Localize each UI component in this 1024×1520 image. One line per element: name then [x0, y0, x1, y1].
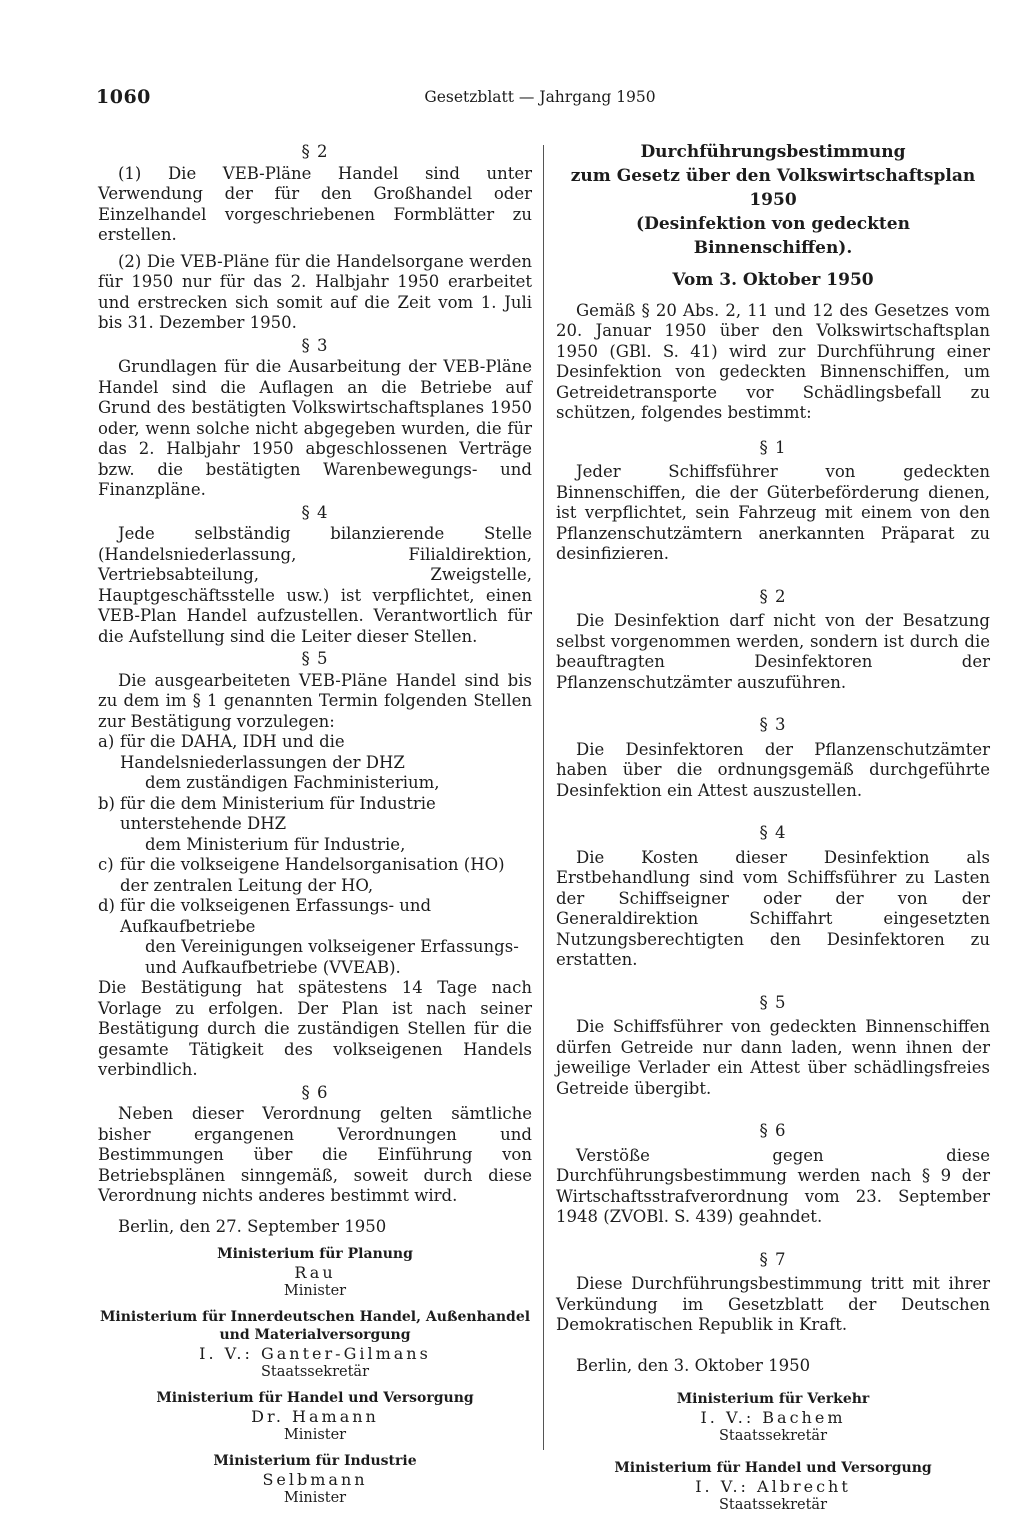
- section-heading: § 4: [301, 502, 329, 522]
- decree-date: Vom 3. Oktober 1950: [672, 270, 874, 290]
- paragraph: Die ausgearbeiteten VEB-Pläne Handel sind bis zu dem im § 1 genannten Termin folgenden Stellen zur Bestätigung vorzulegen:: [98, 670, 532, 731]
- section-heading: § 7: [759, 1249, 787, 1269]
- signatory-name: I. V.: Ganter-Gilmans: [199, 1344, 431, 1363]
- ministry-name: Ministerium für Handel und Versorgung: [614, 1460, 932, 1476]
- list-item-recipient: dem zuständigen Fachministerium,: [145, 773, 440, 792]
- paragraph: Die Desinfektion darf nicht von der Besatzung selbst vorgenommen werden, sondern ist durch die beauftragten Desinfektoren der Pflanzenschutzämter auszuführen.: [556, 611, 990, 692]
- signatory-name: I. V.: Bachem: [700, 1408, 846, 1427]
- signatory-role: Staatssekretär: [260, 1364, 370, 1380]
- paragraph: (1) Die VEB-Pläne Handel sind unter Verwendung der für den Großhandel oder Einzelhandel vorgeschriebenen Formblätter zu erstellen.: [98, 163, 532, 244]
- section-heading: § 4: [759, 823, 787, 842]
- paragraph: Neben dieser Verordnung gelten sämtliche bisher ergangenen Verordnungen und Bestimmungen über die Einführung von Betriebsplänen sinngemäß, soweit durch diese Verordnung nichts anderes bestimmt wird.: [98, 1104, 532, 1205]
- paragraph: (2) Die VEB-Pläne für die Handelsorgane werden für 1950 nur für das 2. Halbjahr 1950 erarbeitet und erstrecken sich somit auf die Zeit vom 1. Juli bis 31. Dezember 1950.: [98, 251, 532, 332]
- submission-list: [98, 732, 532, 978]
- decree-title-line: zum Gesetz über den Volkswirtschaftsplan 1950: [570, 166, 976, 210]
- paragraph: Jede selbständig bilanzierende Stelle (Handelsniederlassung, Filialdirektion, Vertriebsabteilung, Zweigstelle, Hauptgeschäftsstelle usw.) ist verpflichtet, einen VEB-Plan Handel aufzustellen. Verantwortlich für die Aufstellung sind die Leiter dieser Stellen.: [98, 524, 532, 646]
- paragraph: Verstöße gegen diese Durchführungsbestimmung werden nach § 9 der Wirtschaftsstrafverordnung vom 23. September 1948 (ZVOBl. S. 439) geahndet.: [556, 1145, 990, 1226]
- signatory-role: Minister: [283, 1490, 347, 1506]
- right-column: [556, 140, 990, 1514]
- signature-block: [98, 1245, 532, 1507]
- section-heading: § 3: [301, 335, 329, 355]
- left-column: [98, 140, 532, 1507]
- list-item-recipient: den Vereinigungen volkseigener Erfassungs- und Aufkaufbetriebe (VVEAB).: [145, 937, 519, 977]
- place-date: Berlin, den 27. September 1950: [118, 1216, 387, 1236]
- place-date: Berlin, den 3. Oktober 1950: [576, 1355, 811, 1375]
- section-heading: § 6: [301, 1082, 329, 1102]
- section-heading: § 6: [759, 1121, 787, 1140]
- ministry-name: Ministerium für Planung: [217, 1246, 413, 1262]
- section-heading: § 3: [759, 715, 787, 734]
- list-item: [98, 794, 532, 835]
- paragraph: Die Kosten dieser Desinfektion als Erstbehandlung sind vom Schiffsführer zu Lasten der Schiffseigner oder der von der Generaldirektion Schiffahrt eingesetzten Nutzungsberechtigten den Desinfektoren zu erstatten.: [556, 847, 990, 969]
- signature-block: [556, 1390, 990, 1514]
- list-item-text: für die dem Ministerium für Industrie unterstehende DHZ: [120, 793, 436, 833]
- page-header-title: Gesetzblatt — Jahrgang 1950: [424, 88, 656, 106]
- list-marker: c): [98, 855, 114, 874]
- paragraph: Die Desinfektoren der Pflanzenschutzämter haben über die ordnungsgemäß durchgeführte Desinfektion ein Attest auszustellen.: [556, 739, 990, 800]
- section-heading: § 2: [301, 142, 329, 161]
- section-heading: § 5: [301, 649, 329, 668]
- preamble: Gemäß § 20 Abs. 2, 11 und 12 des Gesetzes vom 20. Januar 1950 über den Volkswirtschaftsplan 1950 (GBl. S. 41) wird zur Durchführung einer Desinfektion von gedeckten Binnenschiffen, um Getreidetransporte vor Schädlingsbefall zu schützen, folgendes bestimmt:: [556, 300, 990, 422]
- list-item: [98, 855, 532, 896]
- list-item-recipient: dem Ministerium für Industrie,: [145, 834, 406, 854]
- column-divider: [543, 145, 544, 1450]
- paragraph: Die Schiffsführer von gedeckten Binnenschiffen dürfen Getreide nur dann laden, wenn ihnen der jeweilige Verlader ein Attest über schädlingsfreies Getreide übergibt.: [556, 1017, 990, 1098]
- signatory-name: Dr. Hamann: [251, 1407, 379, 1426]
- decree-title-line: Durchführungsbestimmung: [640, 142, 906, 162]
- list-marker: a): [98, 732, 115, 751]
- list-marker: d): [98, 896, 115, 915]
- decree-title: [556, 140, 990, 260]
- paragraph: Grundlagen für die Ausarbeitung der VEB-Pläne Handel sind die Auflagen an die Betriebe auf Grund des bestätigten Volkswirtschaftsplanes 1950 oder, wenn solche nicht abgegeben wurden, die für das 2. Halbjahr 1950 abgeschlossenen Verträge bzw. die bestätigten Warenbewegungs- und Finanzpläne.: [98, 357, 532, 499]
- decree-title-line: (Desinfektion von gedeckten Binnenschiffen).: [636, 214, 910, 258]
- signatory-role: Minister: [283, 1427, 347, 1443]
- section-heading: § 5: [759, 992, 787, 1012]
- list-item: [98, 732, 532, 773]
- list-item-text: für die volkseigenen Erfassungs- und Aufkaufbetriebe: [120, 896, 432, 936]
- signatory-role: Staatssekretär: [718, 1428, 828, 1444]
- ministry-name: Ministerium für Verkehr: [676, 1391, 870, 1407]
- ministry-name: Ministerium für Handel und Versorgung: [156, 1390, 474, 1406]
- paragraph: Die Bestätigung hat spätestens 14 Tage nach Vorlage zu erfolgen. Der Plan ist nach seiner Bestätigung durch die zuständigen Stellen für die gesamte Tätigkeit des volkseigenen Handels verbindlich.: [98, 978, 532, 1079]
- section-heading: § 2: [759, 586, 787, 606]
- section-heading: § 1: [759, 437, 787, 457]
- paragraph: Jeder Schiffsführer von gedeckten Binnenschiffen, die der Güterbeförderung dienen, ist verpflichtet, sein Fahrzeug mit einem von den Pflanzenschutzämtern anerkannten Präparat zu desinfizieren.: [556, 462, 990, 563]
- list-marker: b): [98, 793, 115, 813]
- signatory-role: Minister: [283, 1283, 347, 1299]
- signatory-name: Rau: [294, 1263, 336, 1282]
- list-item: [98, 896, 532, 937]
- list-item-text: für die volkseigene Handelsorganisation (HO) der zentralen Leitung der HO,: [120, 855, 505, 895]
- list-item-text: für die DAHA, IDH und die Handelsniederlassungen der DHZ: [120, 732, 405, 772]
- ministry-name: Ministerium für Industrie: [213, 1453, 417, 1469]
- ministry-name: Ministerium für Innerdeutschen Handel, Außenhandel und Materialversorgung: [99, 1309, 531, 1343]
- signatory-role: Staatssekretär: [718, 1497, 828, 1513]
- page-number: 1060: [96, 86, 151, 108]
- signatory-name: Selbmann: [262, 1470, 368, 1489]
- signatory-name: I. V.: Albrecht: [695, 1477, 851, 1496]
- paragraph: Diese Durchführungsbestimmung tritt mit ihrer Verkündung im Gesetzblatt der Deutschen Demokratischen Republik in Kraft.: [556, 1274, 990, 1334]
